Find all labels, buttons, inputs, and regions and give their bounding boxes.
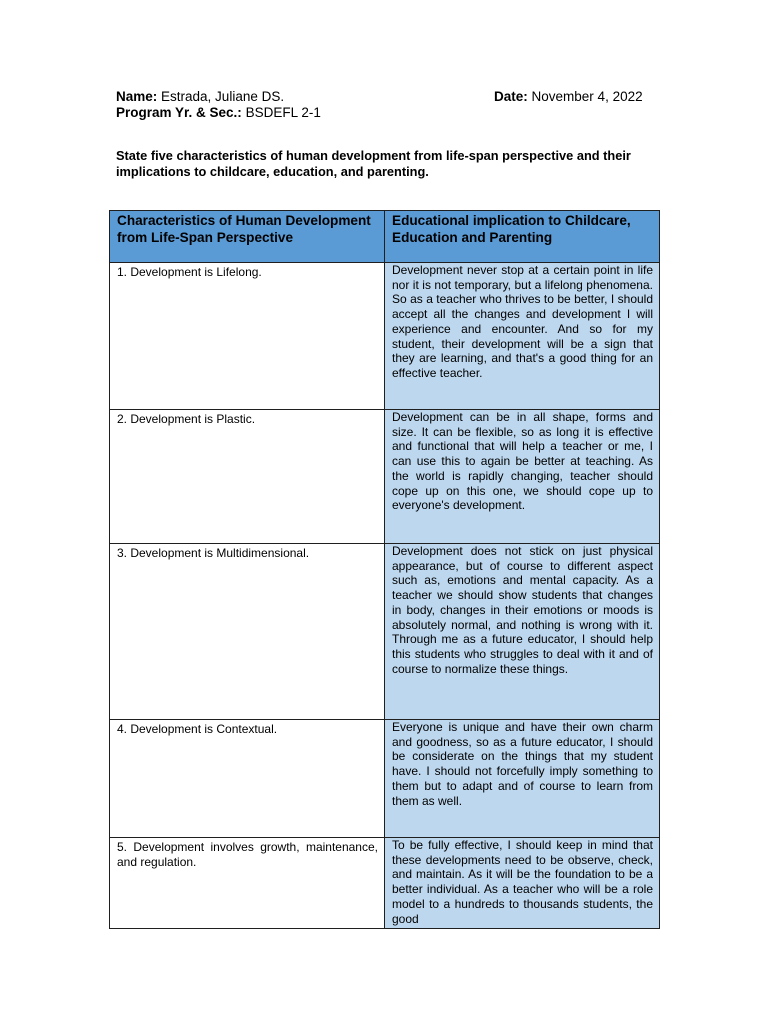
date-label: Date: <box>494 89 528 104</box>
name-line <box>116 88 284 105</box>
table-row <box>110 838 660 929</box>
implication-cell: Everyone is unique and have their own charm and goodness, so as a future educator, I should be considerate on the things that my student have. I should not forcefully imply something to them but to adapt and of course to learn from them as well. <box>385 720 660 838</box>
characteristics-table <box>109 210 660 929</box>
table-row <box>110 263 660 410</box>
program-line <box>116 104 321 121</box>
implication-cell: Development never stop at a certain point in life nor it is not temporary, but a lifelong phenomena. So as a teacher who thrives to be better, I should accept all the changes and development I will experience and encounter. And so for my student, their development will be a sign that they are learning, and that's a good thing for an effective teacher. <box>385 263 660 410</box>
table-header-row <box>110 211 660 263</box>
program-value: BSDEFL 2-1 <box>245 105 321 120</box>
characteristic-cell: 4. Development is Contextual. <box>110 720 385 838</box>
characteristic-cell: 3. Development is Multidimensional. <box>110 544 385 720</box>
assignment-prompt: State five characteristics of human development from life-span perspective and their implications to childcare, education, and parenting. <box>116 148 631 179</box>
column-header-implications: Educational implication to Childcare, Education and Parenting <box>385 211 660 263</box>
table-row <box>110 544 660 720</box>
table-row <box>110 410 660 544</box>
date-value: November 4, 2022 <box>531 89 643 104</box>
characteristic-cell: 1. Development is Lifelong. <box>110 263 385 410</box>
name-value: Estrada, Juliane DS. <box>161 89 285 104</box>
table-row <box>110 720 660 838</box>
characteristic-cell: 2. Development is Plastic. <box>110 410 385 544</box>
date-line <box>494 88 643 105</box>
implication-text: To be fully effective, I should keep in mind that these developments need to be observe, check, and maintain. As it will be the foundation to be a better individual. As a teacher who will be a role model to a hundreds to thousands students, the good <box>392 838 653 926</box>
name-label: Name: <box>116 89 158 104</box>
implication-cell <box>385 838 660 929</box>
implication-cell: Development can be in all shape, forms and size. It can be flexible, so as long it is effective and functional that will help a teacher or me, I can use this to again be better at teaching. As the world is rapidly changing, teacher should cope up on this one, we should cope up to everyone's development. <box>385 410 660 544</box>
implication-cell: Development does not stick on just physical appearance, but of course to different aspect such as, emotions and mental capacity. As a teacher we should show students that changes in body, changes in their emotions or moods is absolutely normal, and nothing is wrong with it. Through me as a future educator, I should help this students who struggles to deal with it and of course to normalize these things. <box>385 544 660 720</box>
characteristic-cell: 5. Development involves growth, maintenance, and regulation. <box>110 838 385 929</box>
program-label: Program Yr. & Sec.: <box>116 105 242 120</box>
column-header-characteristics: Characteristics of Human Development from Life-Span Perspective <box>110 211 385 263</box>
